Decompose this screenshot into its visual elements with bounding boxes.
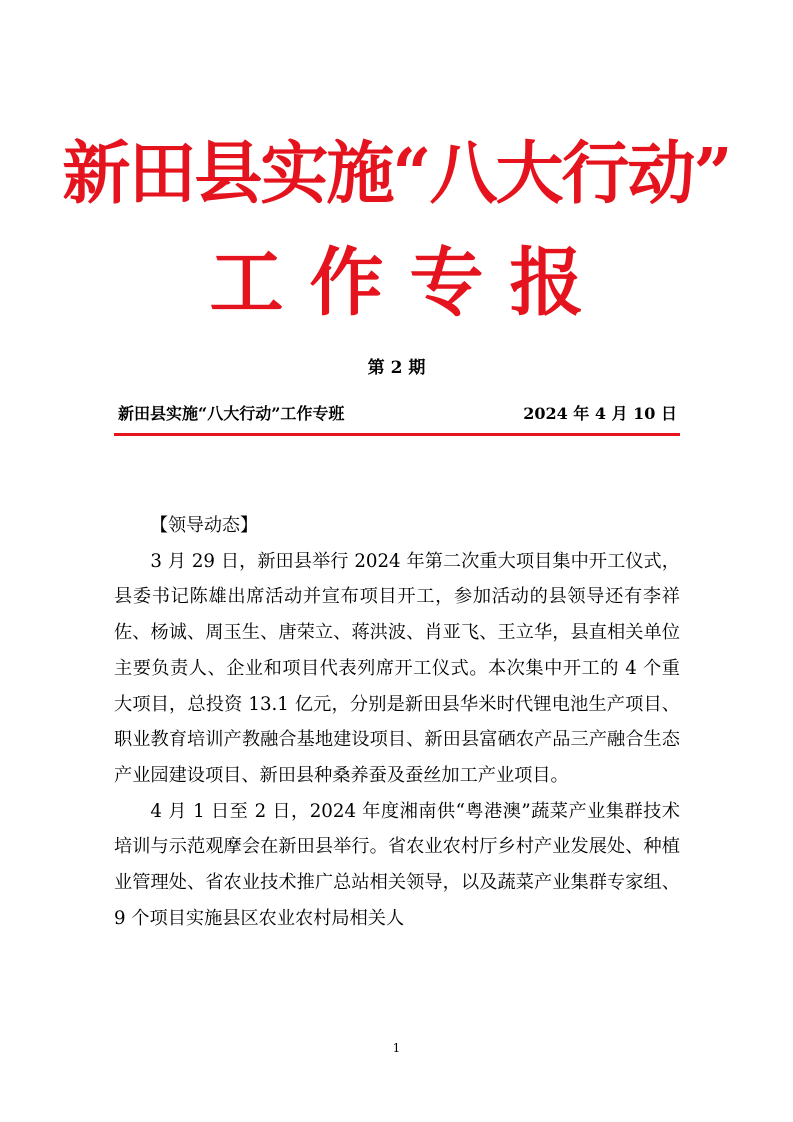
paragraph: 3 月 29 日，新田县举行 2024 年第二次重大项目集中开工仪式，县委书记陈雄出席活动并宣布项目开工，参加活动的县领导还有李祥佐、杨诚、周玉生、唐荣立、蒋洪波、肖亚飞、王立华，县直相关单位主要负责人、企业和项目代表列席开工仪式。本次集中开工的 4 个重大项目，总投资 13.1 亿元，分别是新田县华米时代锂电池生产项目、职业教育培训产教融合基地建设项目、新田县富硒农产品三产融合生态产业园建设项目、新田县种桑养蚕及蚕丝加工产业项目。 <box>114 550 680 786</box>
issue-date: 2024 年 4 月 10 日 <box>523 404 677 423</box>
masthead-title-line2: 工作专报 <box>209 240 610 326</box>
header-divider <box>114 433 680 436</box>
masthead-title-line1: 新田县实施“八大行动” <box>62 134 731 214</box>
publisher: 新田县实施“八大行动”工作专班 <box>118 404 345 423</box>
paragraph: 4 月 1 日至 2 日，2024 年度湘南供“粤港澳”蔬菜产业集群技术培训与示范观摩会在新田县举行。省农业农村厅乡村产业发展处、种植业管理处、省农业技术推广总站相关领导，以及蔬菜产业集群专家组、9 个项目实施县区农业农村局相关人 <box>114 800 680 929</box>
section-heading: 【领导动态】 <box>150 515 258 536</box>
issue-number: 第 2 期 <box>367 358 426 378</box>
article-body <box>114 508 680 936</box>
page-number: 1 <box>392 1041 401 1055</box>
